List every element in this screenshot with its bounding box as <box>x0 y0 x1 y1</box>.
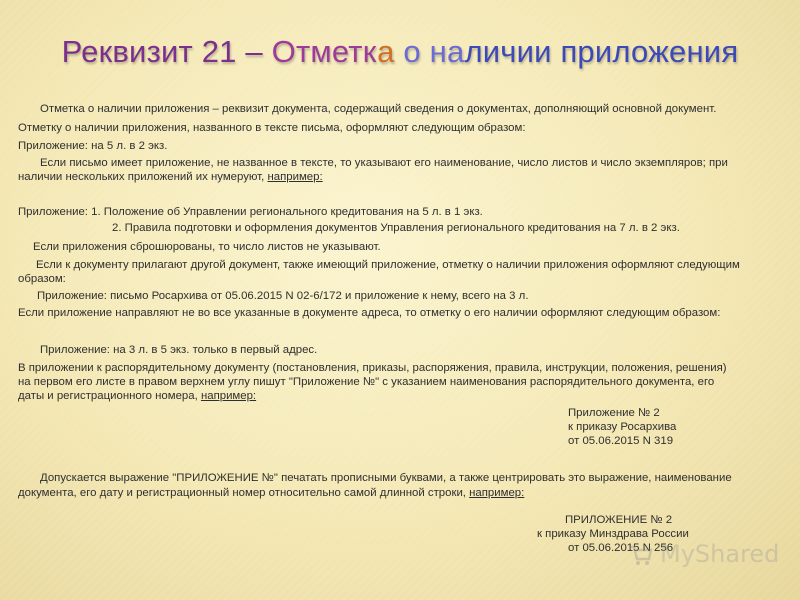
title-part-4: о на <box>403 34 465 69</box>
paragraph-uppercase-1: Допускается выражение "ПРИЛОЖЕНИЕ №" печатать прописными буквами, а также центрировать это выражение, наименование <box>40 472 732 484</box>
watermark <box>628 540 778 570</box>
title-part-3: а <box>377 34 404 69</box>
title-part-2: Отметк <box>271 34 378 69</box>
example-regulatory-line-1: Приложение № 2 <box>568 407 660 419</box>
title-part-5: личии приложения <box>464 34 739 69</box>
paragraph-regulatory-3 <box>18 389 256 404</box>
paragraph-partial-addresses: Если приложение направляют не во все указанные в документе адреса, то отметку о его наличии оформляют следующим образом: <box>18 307 721 319</box>
paragraph-regulatory-1: В приложении к распорядительному документу (постановления, приказы, распоряжения, правила, инструкции, положения, решения) <box>18 362 727 374</box>
paragraph-unnamed-attachment-1: Если письмо имеет приложение, не названное в тексте, то указывают его наименование, число листов и число экземпляров; при <box>40 157 728 169</box>
example-link[interactable]: например: <box>267 171 323 183</box>
cart-icon <box>628 542 654 568</box>
text-span: даты и регистрационного номера, <box>18 390 201 402</box>
example-uppercase-line-3: от 05.06.2015 N 256 <box>568 542 674 554</box>
example-link[interactable]: например: <box>469 487 525 499</box>
example-regulatory-line-2: к приказу Росархива <box>568 421 677 433</box>
example-attachment-list-1: Приложение: 1. Положение об Управлении регионального кредитования на 5 л. в 1 экз. <box>18 206 483 218</box>
paragraph-definition: Отметка о наличии приложения – реквизит документа, содержащий сведения о документах, дополняющий основной документ. <box>40 103 717 115</box>
paragraph-nested-attachment-2: образом: <box>18 273 66 285</box>
title-part-1: Реквизит 21 – <box>61 34 272 69</box>
example-regulatory-line-3: от 05.06.2015 N 319 <box>568 435 674 447</box>
watermark-text: MyShared <box>660 540 780 568</box>
example-uppercase-line-2: к приказу Минздрава России <box>537 528 689 540</box>
text-span: наличии нескольких приложений их нумеруют, <box>18 171 268 183</box>
paragraph-named-attachment: Отметку о наличии приложения, названного в тексте письма, оформляют следующим образом: <box>18 122 526 134</box>
example-link[interactable]: например: <box>200 390 257 402</box>
paragraph-regulatory-2: на первом его листе в правом верхнем углу пишут "Приложение №" с указанием наименования распорядительного документа, его <box>18 376 715 388</box>
text-span: документа, его дату и регистрационный номер относительно самой длинной строки, <box>18 487 470 499</box>
example-nested-attachment: Приложение: письмо Росархива от 05.06.2015 N 02-6/172 и приложение к нему, всего на 3 л. <box>37 290 529 302</box>
slide-title <box>0 34 800 70</box>
example-attachment-list-2: 2. Правила подготовки и оформления документов Управления регионального кредитования на 7 л. в 2 экз. <box>112 222 680 234</box>
example-first-address: Приложение: на 3 л. в 5 экз. только в первый адрес. <box>40 344 318 356</box>
paragraph-uppercase-2 <box>18 486 524 501</box>
paragraph-bound-attachments: Если приложения сброшюрованы, то число листов не указывают. <box>33 241 381 253</box>
paragraph-nested-attachment-1: Если к документу прилагают другой документ, также имеющий приложение, отметку о наличии приложения оформляют следующим <box>36 259 740 271</box>
example-uppercase-line-1: ПРИЛОЖЕНИЕ № 2 <box>565 514 673 526</box>
paragraph-unnamed-attachment-2 <box>18 170 323 185</box>
example-attachment-simple: Приложение: на 5 л. в 2 экз. <box>18 140 168 152</box>
